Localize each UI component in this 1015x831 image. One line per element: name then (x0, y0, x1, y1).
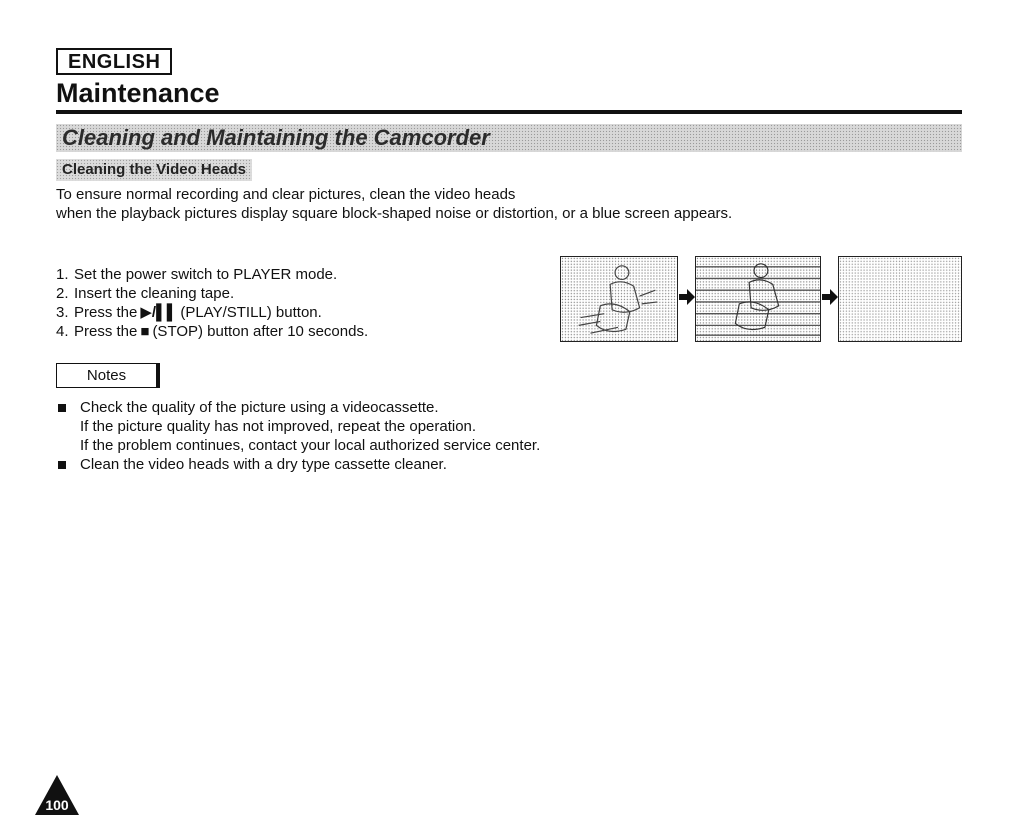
step-item (56, 284, 496, 303)
intro-line: To ensure normal recording and clear pictures, clean the video heads (56, 186, 516, 203)
step-item (56, 322, 496, 341)
page-title: Maintenance (56, 78, 220, 108)
notes-list (56, 398, 956, 474)
note-line: If the problem continues, contact your local authorized service center. (80, 437, 541, 454)
noisy-picture-illustration (560, 256, 678, 342)
arrow-right-icon (678, 287, 696, 307)
step-text: (STOP) button after 10 seconds. (152, 323, 369, 340)
subsection-heading: Cleaning the Video Heads (56, 159, 252, 181)
intro-line: when the playback pictures display square block-shaped noise or distortion, or a blue screen appears. (56, 205, 733, 222)
language-label: ENGLISH (56, 48, 172, 75)
step-text: Insert the cleaning tape. (74, 285, 235, 302)
step-text: (PLAY/STILL) button. (180, 304, 322, 321)
title-divider (56, 110, 962, 114)
note-item (56, 398, 956, 455)
step-number: 4. (56, 323, 69, 340)
step-number: 2. (56, 285, 69, 302)
note-line: Check the quality of the picture using a videocassette. (80, 399, 439, 416)
arrow-right-icon (821, 287, 839, 307)
step-item (56, 303, 496, 322)
square-bullet-icon (58, 404, 66, 412)
note-item (56, 455, 956, 474)
note-line: If the picture quality has not improved, repeat the operation. (80, 418, 477, 435)
page-number: 100 (45, 797, 69, 813)
step-item (56, 265, 496, 284)
steps-list (56, 265, 496, 341)
step-text: Set the power switch to PLAYER mode. (74, 266, 338, 283)
square-bullet-icon (58, 461, 66, 469)
section-title: Cleaning and Maintaining the Camcorder (62, 125, 490, 150)
notes-label: Notes (56, 363, 160, 388)
stop-icon: ■ (140, 323, 150, 340)
step-text: Press the (74, 304, 138, 321)
page-number-badge (33, 773, 81, 817)
step-number: 1. (56, 266, 69, 283)
step-number: 3. (56, 304, 69, 321)
section-header-bar (56, 124, 962, 152)
note-line: Clean the video heads with a dry type cassette cleaner. (80, 456, 447, 473)
distorted-picture-illustration (695, 256, 821, 342)
intro-paragraph (56, 185, 956, 223)
blue-screen-illustration (838, 256, 962, 342)
play-still-icon: ▶/▌▌ (140, 304, 178, 321)
step-text: Press the (74, 323, 138, 340)
